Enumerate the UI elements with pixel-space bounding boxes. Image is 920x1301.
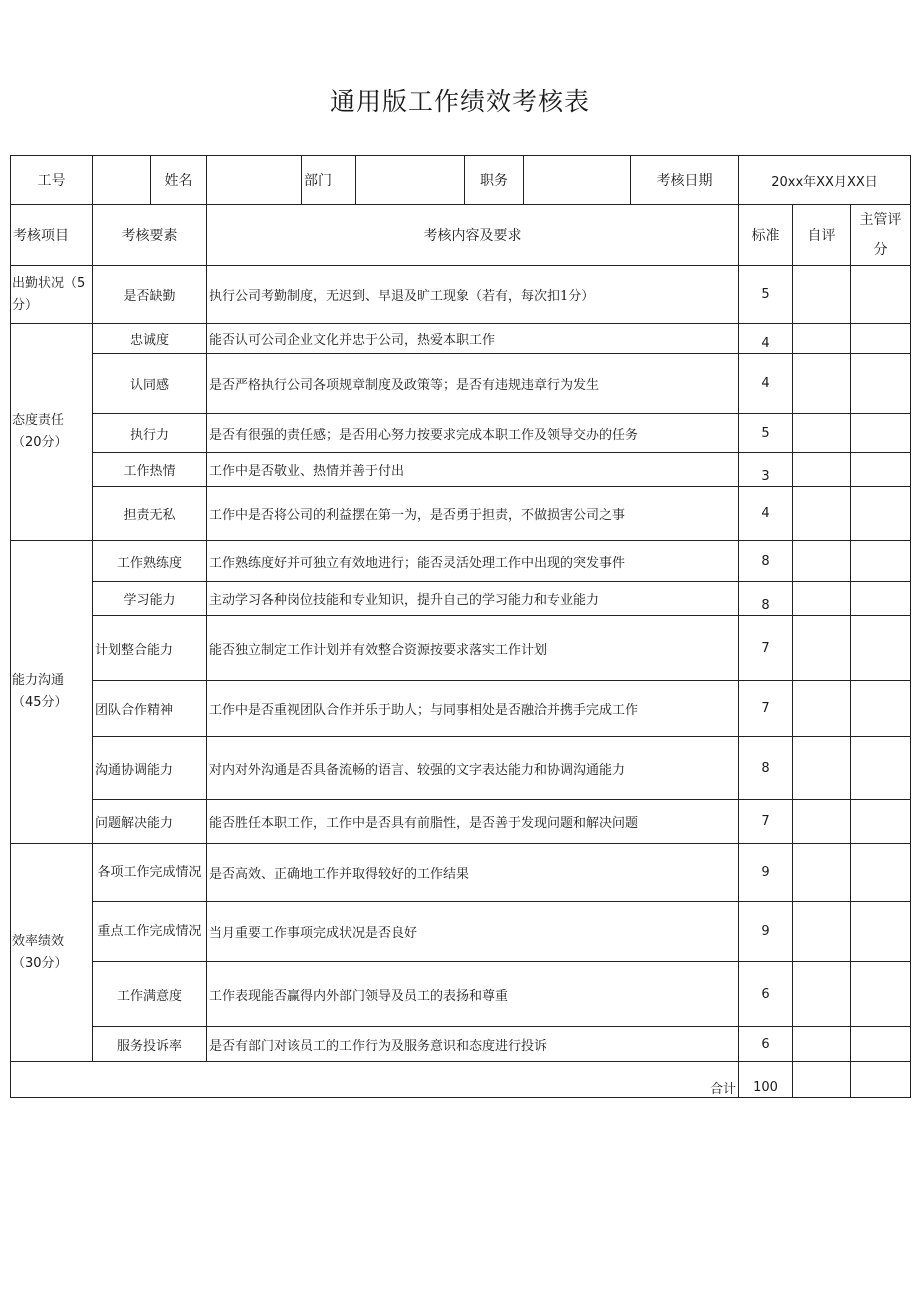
row-self-score[interactable] — [793, 1027, 851, 1062]
row-self-score[interactable] — [793, 681, 851, 737]
row-self-score[interactable] — [793, 541, 851, 582]
row-self-score[interactable] — [793, 902, 851, 962]
row-manager-score[interactable] — [851, 541, 911, 582]
table-row — [11, 800, 911, 844]
date-field[interactable]: 20xx年XX月XX日 — [739, 156, 911, 205]
row-content: 是否严格执行公司各项规章制度及政策等；是否有违规违章行为发生 — [207, 354, 739, 414]
row-manager-score[interactable] — [851, 737, 911, 800]
table-row — [11, 582, 911, 616]
row-element: 服务投诉率 — [93, 1027, 207, 1062]
row-content: 工作中是否将公司的利益摆在第一为，是否勇于担责，不做损害公司之事 — [207, 487, 739, 541]
row-content: 能否认可公司企业文化并忠于公司，热爱本职工作 — [207, 324, 739, 354]
row-standard: 5 — [739, 266, 793, 324]
name-field[interactable] — [207, 156, 302, 205]
row-content: 是否有很强的责任感；是否用心努力按要求完成本职工作及领导交办的任务 — [207, 414, 739, 453]
table-row — [11, 1027, 911, 1062]
row-content: 主动学习各种岗位技能和专业知识，提升自己的学习能力和专业能力 — [207, 582, 739, 616]
category-attendance: 出勤状况（5分） — [11, 266, 93, 324]
row-element: 认同感 — [93, 354, 207, 414]
table-row — [11, 324, 911, 354]
row-self-score[interactable] — [793, 414, 851, 453]
row-manager-score[interactable] — [851, 487, 911, 541]
dept-field[interactable] — [356, 156, 465, 205]
row-standard: 9 — [739, 844, 793, 902]
info-row — [11, 156, 911, 205]
row-element: 问题解决能力 — [93, 800, 207, 844]
row-standard: 6 — [739, 1027, 793, 1062]
row-manager-score[interactable] — [851, 582, 911, 616]
row-standard: 8 — [739, 737, 793, 800]
date-label: 考核日期 — [631, 156, 739, 205]
category-attitude: 态度责任（20分） — [11, 324, 93, 541]
row-content: 工作中是否敬业、热情并善于付出 — [207, 453, 739, 487]
row-standard: 9 — [739, 902, 793, 962]
row-element: 计划整合能力 — [93, 616, 207, 681]
table-row — [11, 902, 911, 962]
row-standard: 4 — [739, 487, 793, 541]
row-manager-score[interactable] — [851, 844, 911, 902]
total-value: 100 — [739, 1062, 793, 1098]
position-label: 职务 — [465, 156, 524, 205]
row-self-score[interactable] — [793, 487, 851, 541]
table-row — [11, 962, 911, 1027]
row-element: 学习能力 — [93, 582, 207, 616]
row-standard: 7 — [739, 681, 793, 737]
row-standard: 3 — [739, 453, 793, 487]
row-manager-score[interactable] — [851, 453, 911, 487]
table-row — [11, 616, 911, 681]
row-element: 工作熟练度 — [93, 541, 207, 582]
table-row — [11, 487, 911, 541]
table-row — [11, 414, 911, 453]
row-element: 工作热情 — [93, 453, 207, 487]
dept-label: 部门 — [302, 156, 356, 205]
row-manager-score[interactable] — [851, 800, 911, 844]
row-manager-score[interactable] — [851, 324, 911, 354]
table-row — [11, 541, 911, 582]
emp-id-field[interactable] — [93, 156, 151, 205]
row-standard: 6 — [739, 962, 793, 1027]
row-self-score[interactable] — [793, 582, 851, 616]
total-row — [11, 1062, 911, 1098]
total-self-score[interactable] — [793, 1062, 851, 1098]
row-self-score[interactable] — [793, 324, 851, 354]
row-standard: 7 — [739, 800, 793, 844]
header-content: 考核内容及要求 — [207, 205, 739, 266]
row-element: 担责无私 — [93, 487, 207, 541]
table-row — [11, 737, 911, 800]
row-manager-score[interactable] — [851, 902, 911, 962]
row-self-score[interactable] — [793, 266, 851, 324]
category-ability: 能力沟通（45分） — [11, 541, 93, 844]
table-row — [11, 266, 911, 324]
row-standard: 4 — [739, 324, 793, 354]
total-label: 合计 — [11, 1062, 739, 1098]
row-content: 工作中是否重视团队合作并乐于助人；与同事相处是否融洽并携手完成工作 — [207, 681, 739, 737]
row-standard: 5 — [739, 414, 793, 453]
name-label: 姓名 — [151, 156, 207, 205]
row-content: 工作表现能否赢得内外部门领导及员工的表扬和尊重 — [207, 962, 739, 1027]
row-manager-score[interactable] — [851, 616, 911, 681]
row-content: 工作熟练度好并可独立有效地进行；能否灵活处理工作中出现的突发事件 — [207, 541, 739, 582]
table-row — [11, 844, 911, 902]
row-element: 重点工作完成情况 — [93, 902, 207, 962]
row-standard: 8 — [739, 582, 793, 616]
row-self-score[interactable] — [793, 800, 851, 844]
row-manager-score[interactable] — [851, 681, 911, 737]
row-content: 执行公司考勤制度，无迟到、早退及旷工现象（若有，每次扣1分） — [207, 266, 739, 324]
row-manager-score[interactable] — [851, 1027, 911, 1062]
row-element: 团队合作精神 — [93, 681, 207, 737]
header-manager: 主管评分 — [851, 205, 911, 266]
header-self: 自评 — [793, 205, 851, 266]
row-self-score[interactable] — [793, 737, 851, 800]
row-content: 当月重要工作事项完成状况是否良好 — [207, 902, 739, 962]
row-element: 工作满意度 — [93, 962, 207, 1027]
page-title: 通用版工作绩效考核表 — [329, 87, 590, 116]
row-standard: 8 — [739, 541, 793, 582]
row-manager-score[interactable] — [851, 354, 911, 414]
appraisal-table — [10, 155, 911, 1098]
row-self-score[interactable] — [793, 354, 851, 414]
position-field[interactable] — [524, 156, 631, 205]
row-content: 能否胜任本职工作，工作中是否具有前脂性，是否善于发现问题和解决问题 — [207, 800, 739, 844]
row-element: 忠诚度 — [93, 324, 207, 354]
header-element: 考核要素 — [93, 205, 207, 266]
header-standard: 标准 — [739, 205, 793, 266]
row-element: 执行力 — [93, 414, 207, 453]
header-row — [11, 205, 911, 266]
row-self-score[interactable] — [793, 453, 851, 487]
row-manager-score[interactable] — [851, 414, 911, 453]
row-self-score[interactable] — [793, 616, 851, 681]
table-row — [11, 681, 911, 737]
category-efficiency: 效率绩效（30分） — [11, 844, 93, 1062]
row-manager-score[interactable] — [851, 266, 911, 324]
row-content: 是否有部门对该员工的工作行为及服务意识和态度进行投诉 — [207, 1027, 739, 1062]
row-element: 各项工作完成情况 — [93, 844, 207, 902]
row-content: 是否高效、正确地工作并取得较好的工作结果 — [207, 844, 739, 902]
row-element: 沟通协调能力 — [93, 737, 207, 800]
emp-id-label: 工号 — [11, 156, 93, 205]
table-row — [11, 453, 911, 487]
row-content: 能否独立制定工作计划并有效整合资源按要求落实工作计划 — [207, 616, 739, 681]
header-item: 考核项目 — [11, 205, 93, 266]
row-self-score[interactable] — [793, 962, 851, 1027]
total-manager-score[interactable] — [851, 1062, 911, 1098]
row-standard: 4 — [739, 354, 793, 414]
row-content: 对内对外沟通是否具备流畅的语言、较强的文字表达能力和协调沟通能力 — [207, 737, 739, 800]
row-self-score[interactable] — [793, 844, 851, 902]
row-standard: 7 — [739, 616, 793, 681]
row-element: 是否缺勤 — [93, 266, 207, 324]
table-row — [11, 354, 911, 414]
row-manager-score[interactable] — [851, 962, 911, 1027]
